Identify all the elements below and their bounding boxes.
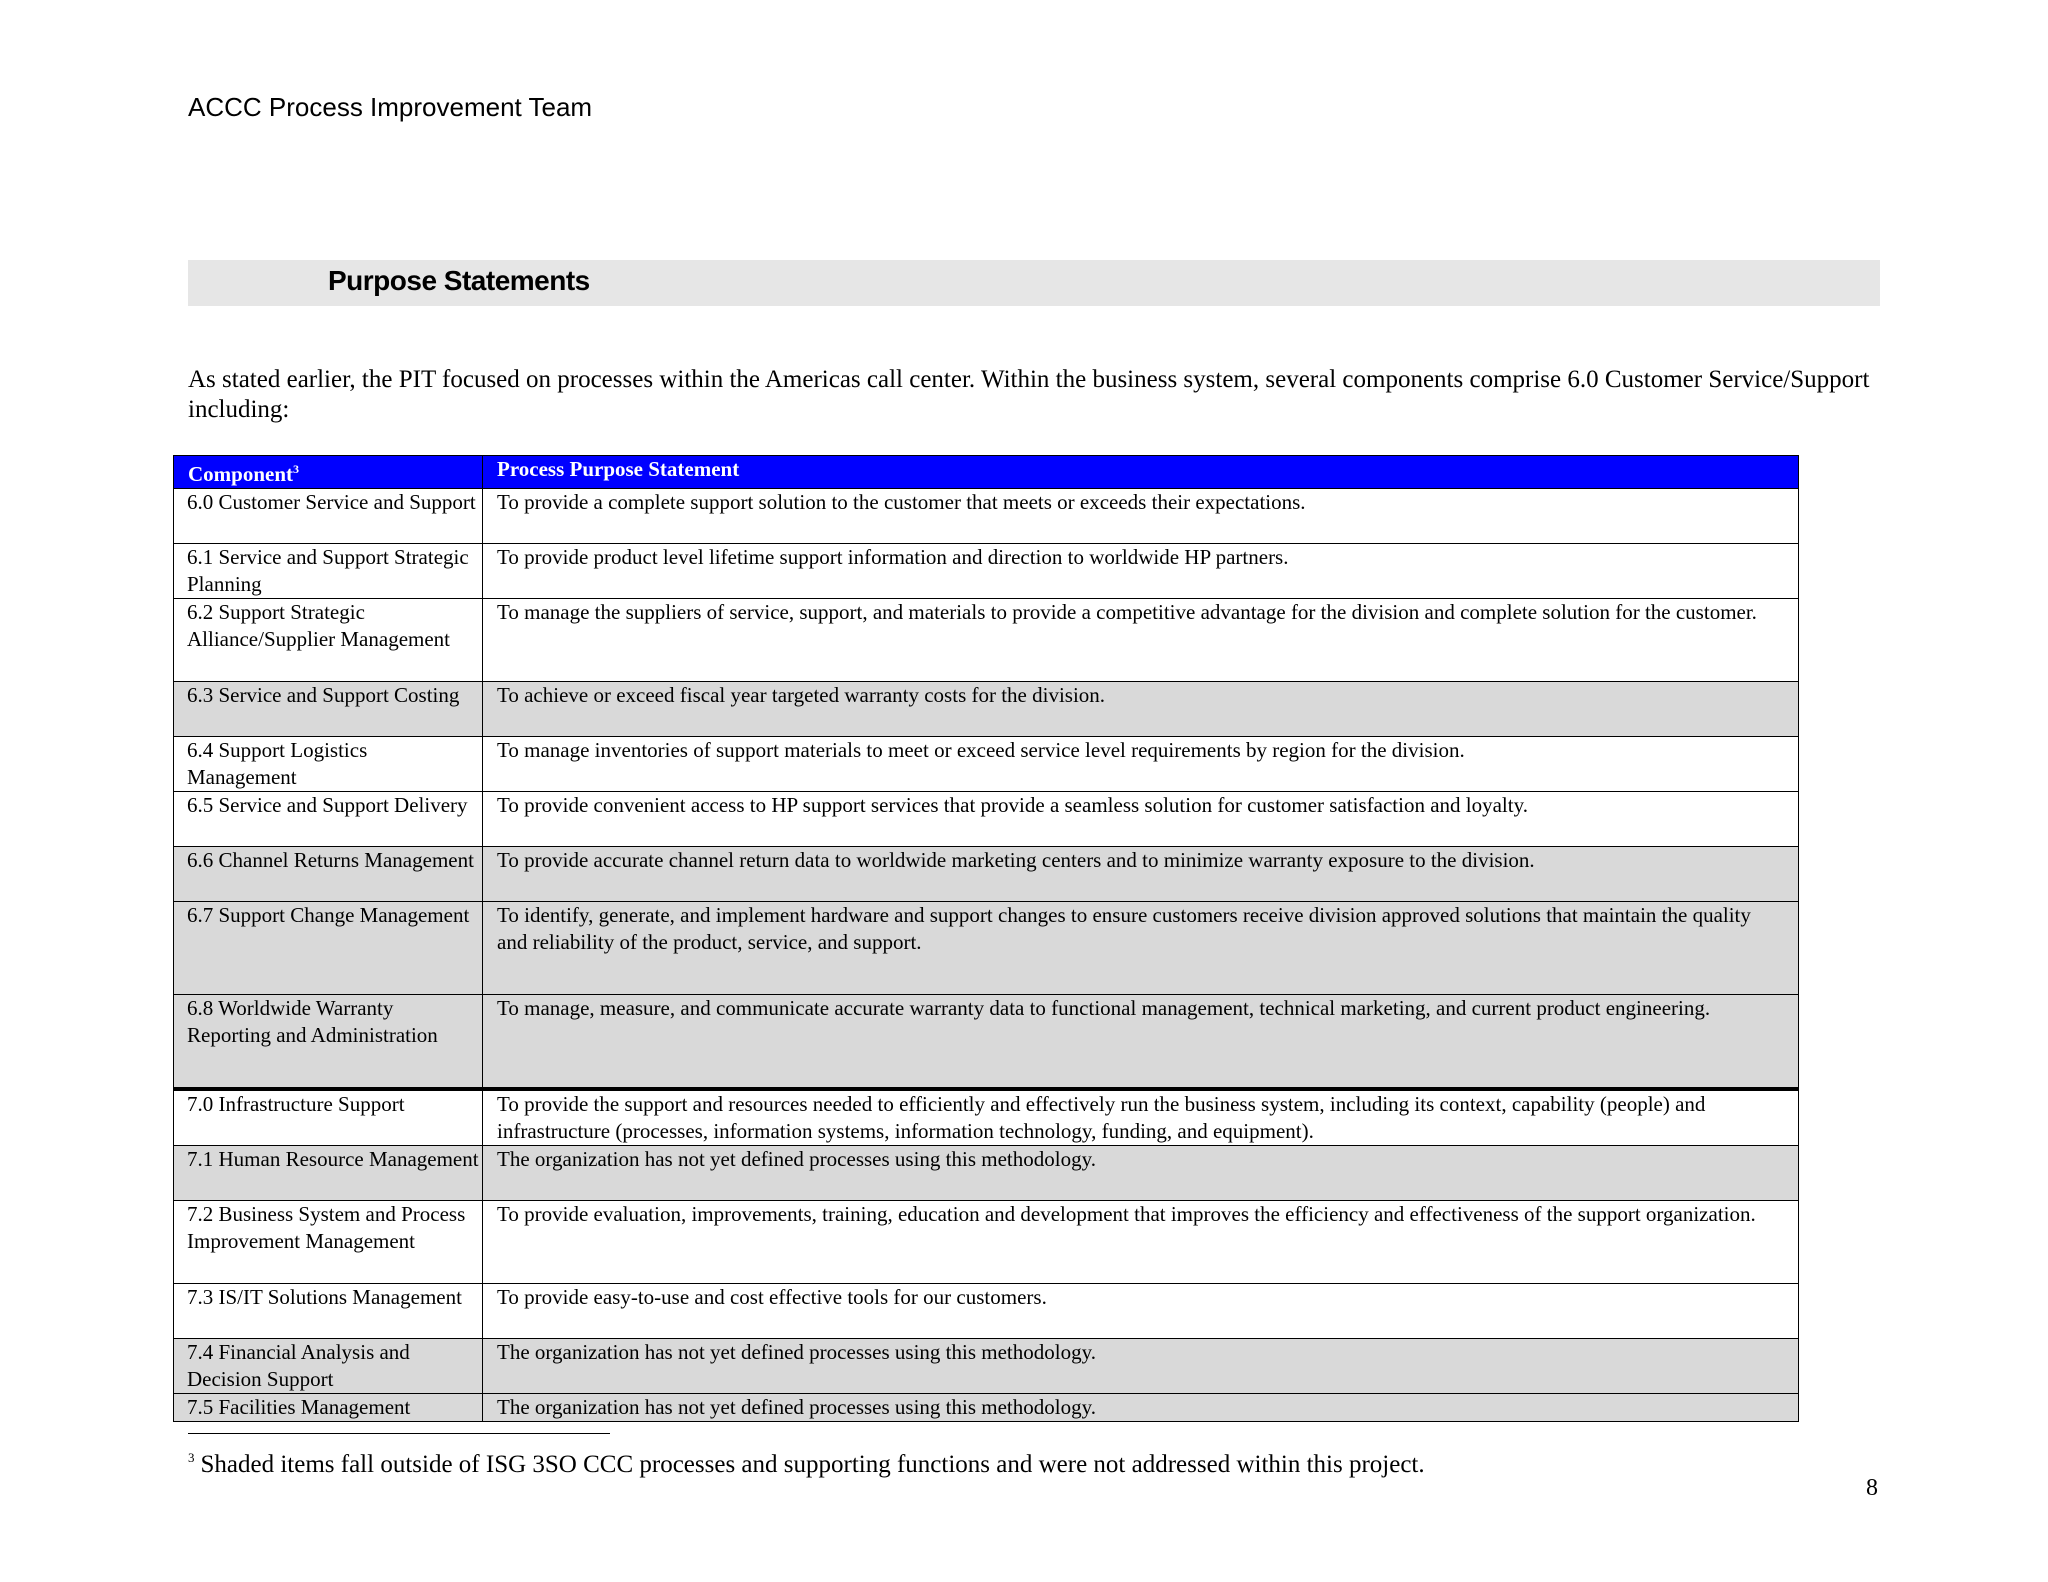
purpose-cell: To provide evaluation, improvements, training, education and development that improves the efficiency and effectiveness of the support organization. <box>483 1201 1799 1284</box>
purpose-cell: To identify, generate, and implement hardware and support changes to ensure customers receive division approved solutions that maintain the quality and reliability of the product, service, and support. <box>483 902 1799 995</box>
component-cell: 7.0 Infrastructure Support <box>174 1089 483 1146</box>
page-number: 8 <box>1866 1475 1878 1501</box>
table-header-row <box>174 456 1799 489</box>
purpose-cell: To achieve or exceed fiscal year targeted warranty costs for the division. <box>483 682 1799 737</box>
purpose-cell: To provide product level lifetime support information and direction to worldwide HP partners. <box>483 544 1799 599</box>
component-cell: 6.6 Channel Returns Management <box>174 847 483 902</box>
component-cell: 7.5 Facilities Management <box>174 1394 483 1422</box>
table-row <box>174 1146 1799 1201</box>
purpose-cell: To provide accurate channel return data to worldwide marketing centers and to minimize warranty exposure to the division. <box>483 847 1799 902</box>
table-row <box>174 1339 1799 1394</box>
purpose-cell: To provide convenient access to HP support services that provide a seamless solution for customer satisfaction and loyalty. <box>483 792 1799 847</box>
component-cell: 6.4 Support Logistics Management <box>174 737 483 792</box>
column-header-component: Component$^3$ <box>174 456 483 489</box>
table-row <box>174 544 1799 599</box>
component-cell: 6.0 Customer Service and Support <box>174 489 483 544</box>
table-row <box>174 902 1799 995</box>
table-row <box>174 737 1799 792</box>
purpose-cell: The organization has not yet defined processes using this methodology. <box>483 1394 1799 1422</box>
section-title: Purpose Statements <box>328 265 590 296</box>
purpose-cell: The organization has not yet defined processes using this methodology. <box>483 1146 1799 1201</box>
purpose-cell: To provide the support and resources needed to efficiently and effectively run the business system, including its context, capability (people) and infrastructure (processes, information systems, information technology, funding, and equipment). <box>483 1089 1799 1146</box>
intro-paragraph: As stated earlier, the PIT focused on processes within the Americas call center. Within the business system, several components comprise 6.0 Customer Service/Support including: <box>188 366 1870 423</box>
component-cell: 7.4 Financial Analysis and Decision Support <box>174 1339 483 1394</box>
table-row <box>174 847 1799 902</box>
purpose-cell: To manage the suppliers of service, support, and materials to provide a competitive advantage for the division and complete solution for the customer. <box>483 599 1799 682</box>
table-row <box>174 792 1799 847</box>
component-cell: 6.3 Service and Support Costing <box>174 682 483 737</box>
table-row <box>174 1089 1799 1146</box>
footnote-reference: 3 <box>293 462 300 476</box>
component-cell: 6.8 Worldwide Warranty Reporting and Administration <box>174 995 483 1090</box>
running-header: ACCC Process Improvement Team <box>188 92 593 122</box>
purpose-table <box>173 455 1799 1422</box>
table-row <box>174 1201 1799 1284</box>
table-row <box>174 995 1799 1090</box>
table-row <box>174 599 1799 682</box>
purpose-cell: To manage inventories of support materials to meet or exceed service level requirements by region for the division. <box>483 737 1799 792</box>
purpose-cell: To manage, measure, and communicate accurate warranty data to functional management, technical marketing, and current product engineering. <box>483 995 1799 1090</box>
table-row <box>174 1394 1799 1422</box>
purpose-cell: To provide easy-to-use and cost effective tools for our customers. <box>483 1284 1799 1339</box>
component-cell: 7.2 Business System and Process Improvement Management <box>174 1201 483 1284</box>
footnote-marker: 3 <box>188 1450 195 1465</box>
footnote <box>188 1443 1888 1480</box>
component-cell: 6.1 Service and Support Strategic Planning <box>174 544 483 599</box>
component-cell: 6.7 Support Change Management <box>174 902 483 995</box>
footnote-separator <box>188 1433 610 1434</box>
purpose-cell: To provide a complete support solution to the customer that meets or exceeds their expectations. <box>483 489 1799 544</box>
column-header-purpose: Process Purpose Statement <box>483 456 1799 489</box>
component-cell: 6.5 Service and Support Delivery <box>174 792 483 847</box>
component-cell: 7.3 IS/IT Solutions Management <box>174 1284 483 1339</box>
table-row <box>174 682 1799 737</box>
component-cell: 7.1 Human Resource Management <box>174 1146 483 1201</box>
component-cell: 6.2 Support Strategic Alliance/Supplier Management <box>174 599 483 682</box>
table-row <box>174 1284 1799 1339</box>
purpose-cell: The organization has not yet defined processes using this methodology. <box>483 1339 1799 1394</box>
section-heading-band <box>188 260 1880 306</box>
table-row <box>174 489 1799 544</box>
footnote-text: Shaded items fall outside of ISG 3SO CCC processes and supporting functions and were not addressed within this project. <box>200 1451 1425 1478</box>
